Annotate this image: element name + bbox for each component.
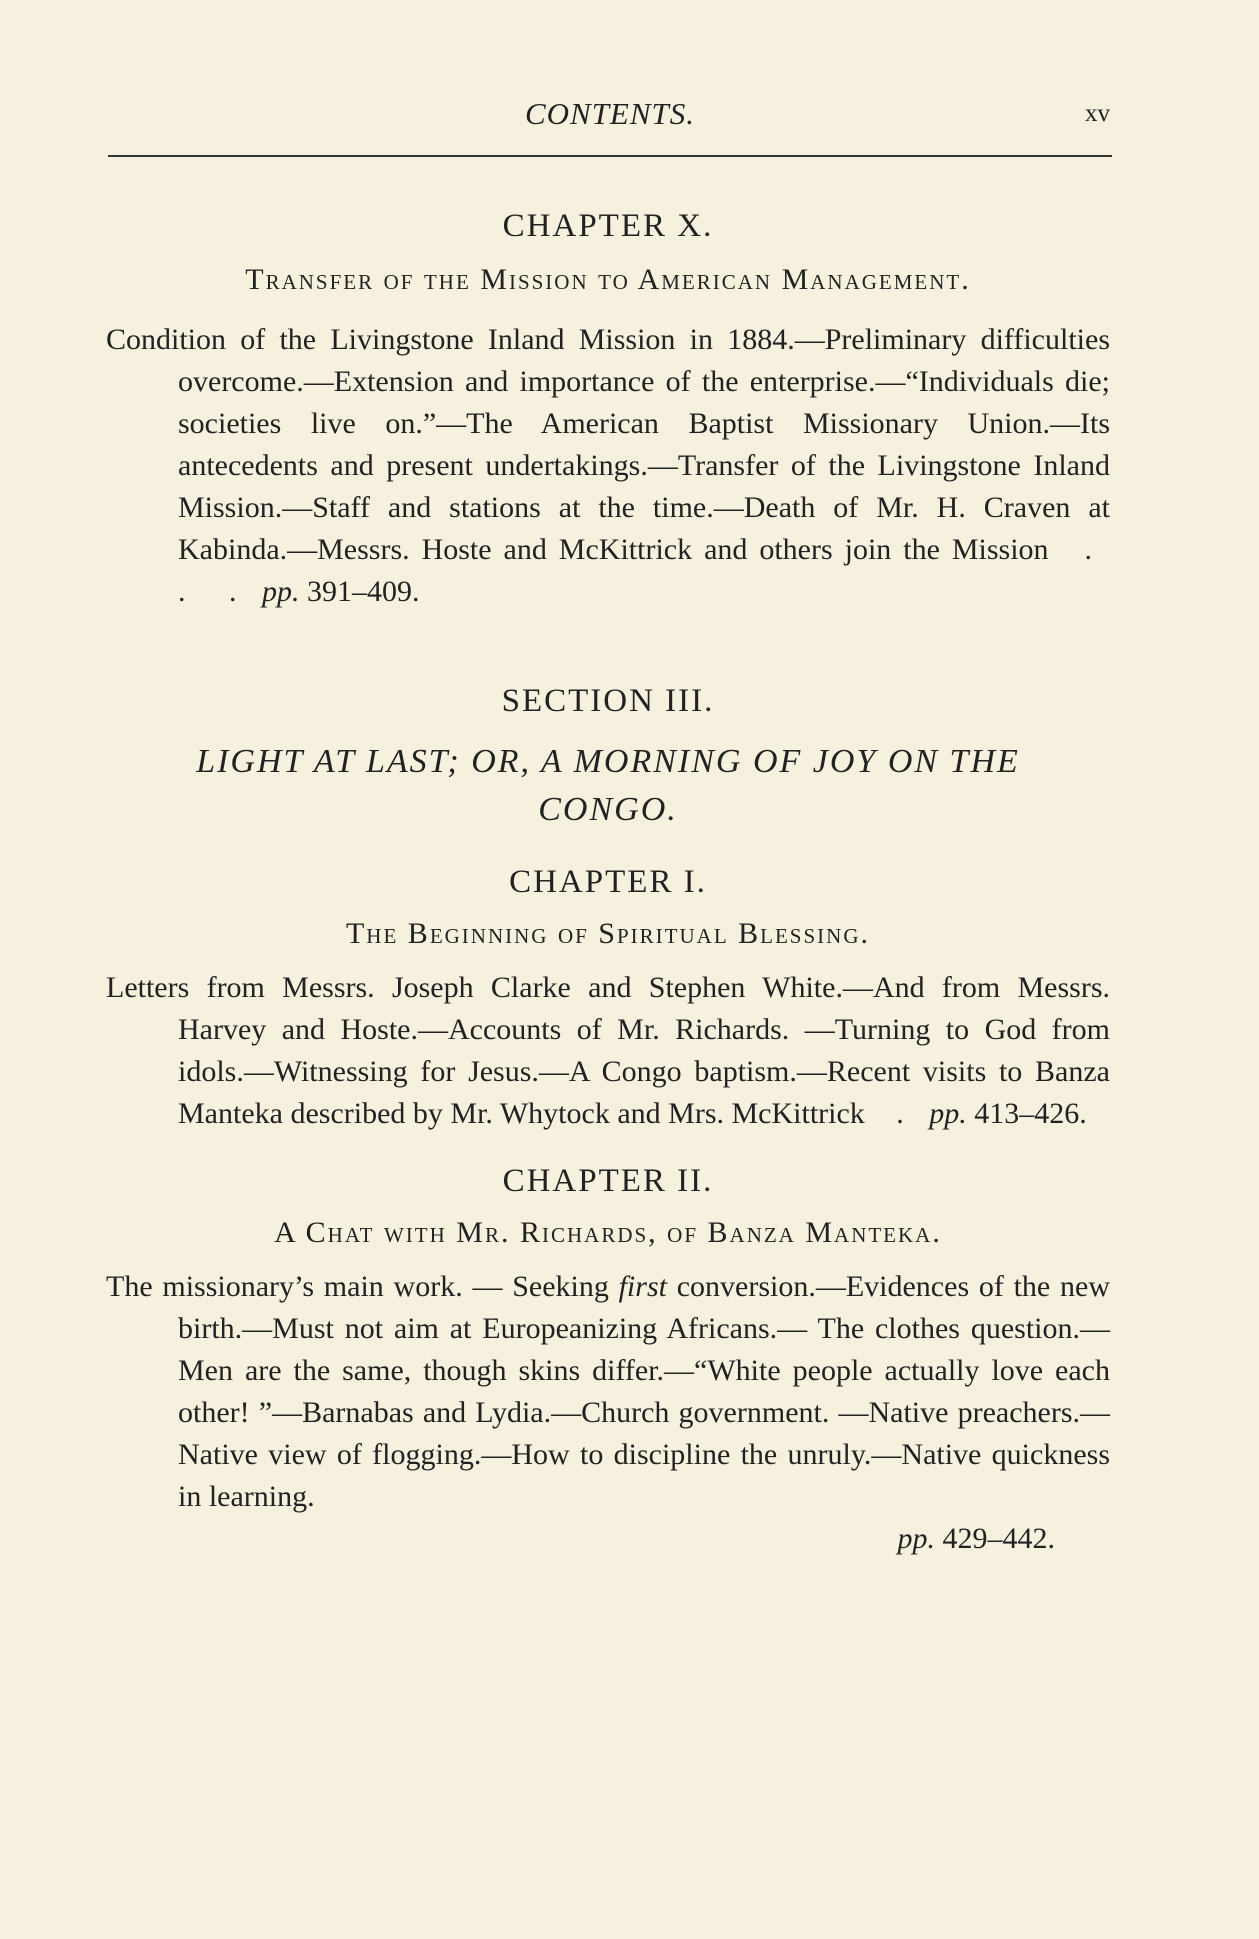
page-range (262, 575, 420, 608)
summary-text-part1: The missionary’s main work. — Seeking (106, 1270, 619, 1303)
chapter-i-entry (106, 864, 1110, 1135)
leader-dots: . (896, 1097, 922, 1130)
header-rule (108, 155, 1112, 157)
chapter-summary (106, 1266, 1110, 1518)
chapter-x-entry (106, 208, 1110, 613)
chapter-title: A Chat with Mr. Richards, of Banza Manteka. (274, 1216, 942, 1249)
section-iii-entry (106, 683, 1110, 834)
chapter-heading: CHAPTER I. (509, 864, 707, 900)
pages-abbr: pp. (897, 1522, 935, 1555)
pages-value: 413–426. (974, 1097, 1087, 1130)
chapter-summary (106, 967, 1110, 1135)
summary-text: Condition of the Livingstone Inland Mission in 1884.—Preliminary difficulties overcome.—Extension and importance of the enterprise.—“Individuals die; societies live on.”—The American Baptist Missionary Union.—Its antecedents and present undertakings.—Transfer of the Livingstone Inland Mission.—Staff and stations at the time.—Death of Mr. H. Craven at Kabinda.—Messrs. Hoste and McKittrick and others join the Mission (106, 323, 1110, 566)
summary-emphasis: first (618, 1270, 667, 1303)
chapter-title: Transfer of the Mission to American Management. (245, 263, 971, 296)
page-number: xv (1085, 100, 1110, 127)
leader-dots: . . . (178, 533, 1111, 608)
page-range (929, 1097, 1087, 1130)
header-title: CONTENTS. (524, 96, 696, 131)
section-heading: SECTION III. (501, 683, 715, 719)
page-range (106, 1518, 1110, 1560)
chapter-heading: CHAPTER II. (502, 1163, 714, 1199)
chapter-ii-entry (106, 1163, 1110, 1560)
pages-abbr: pp. (929, 1097, 967, 1130)
pages-abbr: pp. (262, 575, 300, 608)
chapter-title: The Beginning of Spiritual Blessing. (345, 917, 870, 950)
chapter-heading: CHAPTER X. (502, 208, 714, 244)
section-title: LIGHT AT LAST; OR, A MORNING OF JOY ON THE CONGO. (196, 743, 1020, 828)
pages-value: 391–409. (307, 575, 420, 608)
contents-body (106, 208, 1110, 1560)
pages-value: 429–442. (942, 1522, 1055, 1555)
summary-text: Letters from Messrs. Joseph Clarke and Stephen White.—And from Messrs. Harvey and Hoste.—Accounts of Mr. Richards. —Turning to God from idols.—Witnessing for Jesus.—A Congo baptism.—Recent visits to Banza Manteka described by Mr. Whytock and Mrs. McKittrick (106, 971, 1110, 1130)
summary-text-part2: conversion.—Evidences of the new birth.—Must not aim at Europeanizing Africans.— The clothes question.—Men are the same, though skins differ.—“White people actually love each other! ”—Barnabas and Lydia.—Church government. —Native preachers.—Native view of flogging.—How to discipline the unruly.—Native quickness in learning. (178, 1270, 1110, 1513)
chapter-summary (106, 319, 1110, 613)
running-header (110, 96, 1110, 136)
